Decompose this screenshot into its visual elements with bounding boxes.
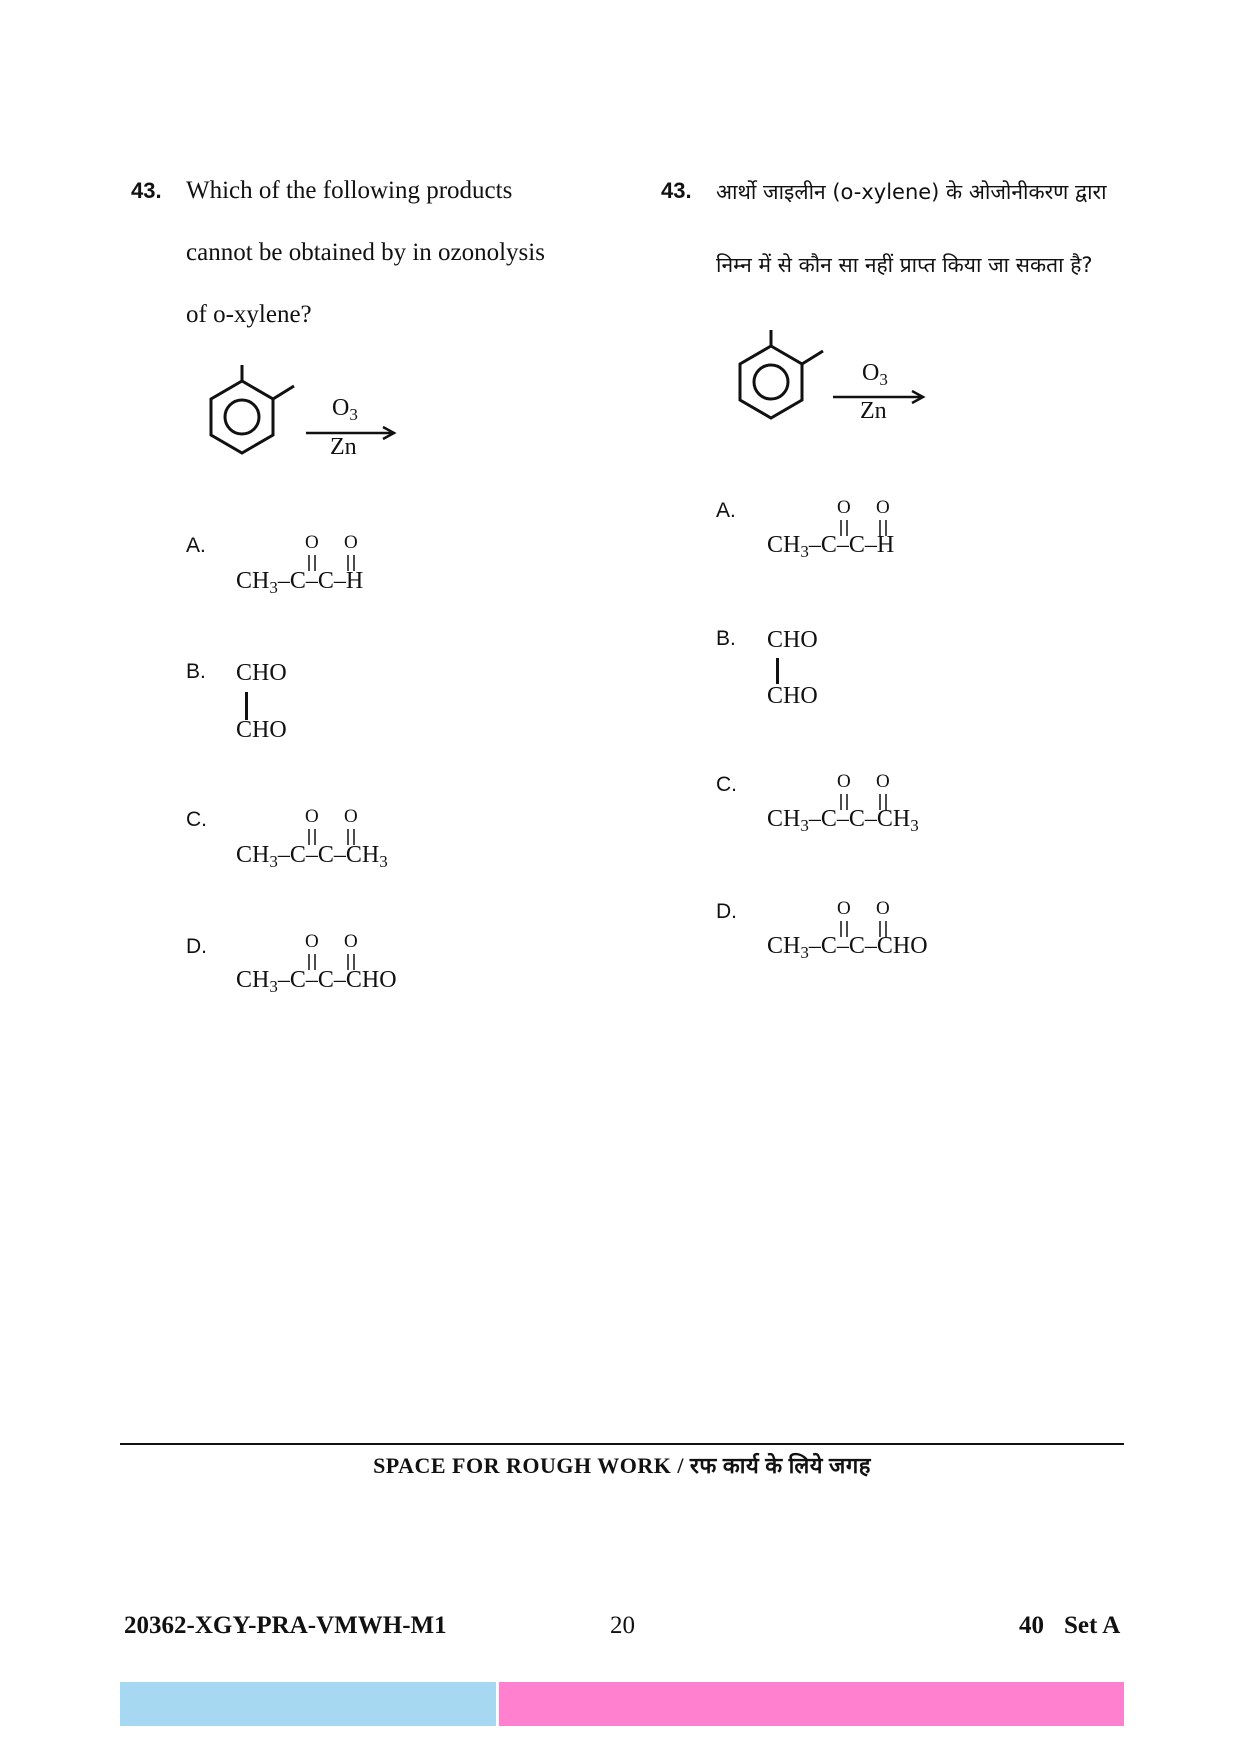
carbonyl-oxygen: O xyxy=(344,532,358,553)
option-a-formula: $CH_3-C-C-H$ xyxy=(236,568,364,597)
footer-color-bar-pink xyxy=(499,1682,1124,1726)
option-d-label: D. xyxy=(186,935,207,958)
rough-work-heading: SPACE FOR ROUGH WORK / रफ कार्य के लिये जगह xyxy=(373,1453,871,1478)
set-number: 40 xyxy=(1019,1612,1044,1639)
carbonyl-oxygen: O xyxy=(876,497,890,518)
option-d-label: D. xyxy=(716,900,737,923)
page-number: 20 xyxy=(610,1612,635,1639)
o-xylene-structure xyxy=(729,330,939,440)
option-a-formula: $CH_3-C-C-H$ xyxy=(767,532,895,561)
question-number: 43. xyxy=(131,178,162,203)
carbonyl-oxygen: O xyxy=(305,806,319,827)
option-c-label: C. xyxy=(716,773,737,796)
single-bond xyxy=(776,658,779,684)
option-b-label: B. xyxy=(186,660,206,683)
question-text xyxy=(186,160,545,346)
footer-color-bar-blue xyxy=(120,1682,496,1726)
carbonyl-oxygen: O xyxy=(344,931,358,952)
question-line: cannot be obtained by in ozonolysis xyxy=(186,239,545,266)
option-b-bottom: CHO xyxy=(236,717,287,743)
reagent-zinc: Zn xyxy=(330,434,357,460)
question-line: Which of the following products xyxy=(186,177,513,204)
reagent-ozone: $O_3$ xyxy=(332,395,358,424)
carbonyl-oxygen: O xyxy=(837,497,851,518)
option-d-formula: $CH_3-C-C$–CHO xyxy=(767,933,928,962)
carbonyl-oxygen: O xyxy=(837,898,851,919)
option-a-label: A. xyxy=(716,499,736,522)
option-c-formula: $CH_3-C-C-CH_3$ xyxy=(767,806,919,835)
option-d-formula: $CH_3-C-C$–CHO xyxy=(236,967,397,996)
carbonyl-oxygen: O xyxy=(837,771,851,792)
option-c-formula: $CH_3-C-C-CH_3$ xyxy=(236,842,388,871)
carbonyl-oxygen: O xyxy=(305,532,319,553)
o-xylene-structure xyxy=(200,365,410,475)
single-bond xyxy=(245,692,248,720)
question-line: आर्थो जाइलीन (o-xylene) के ओजोनीकरण द्वारा xyxy=(716,180,1107,204)
rough-work-divider xyxy=(120,1443,1124,1445)
carbonyl-oxygen: O xyxy=(876,898,890,919)
reagent-zinc: Zn xyxy=(860,398,887,424)
option-b-bottom: CHO xyxy=(767,683,818,709)
set-label: Set A xyxy=(1064,1612,1121,1639)
reagent-ozone: $O_3$ xyxy=(862,360,888,389)
question-line: निम्न में से कौन सा नहीं प्राप्त किया जा सकता है? xyxy=(716,253,1093,277)
paper-code: 20362-XGY-PRA-VMWH-M1 xyxy=(124,1612,447,1639)
carbonyl-oxygen: O xyxy=(344,806,358,827)
option-c-label: C. xyxy=(186,808,207,831)
option-b-label: B. xyxy=(716,627,736,650)
option-b-top: CHO xyxy=(767,627,818,653)
carbonyl-oxygen: O xyxy=(305,931,319,952)
option-a-label: A. xyxy=(186,534,206,557)
option-b-top: CHO xyxy=(236,660,287,686)
carbonyl-oxygen: O xyxy=(876,771,890,792)
question-line: of o-xylene? xyxy=(186,301,312,328)
question-number: 43. xyxy=(661,178,692,203)
